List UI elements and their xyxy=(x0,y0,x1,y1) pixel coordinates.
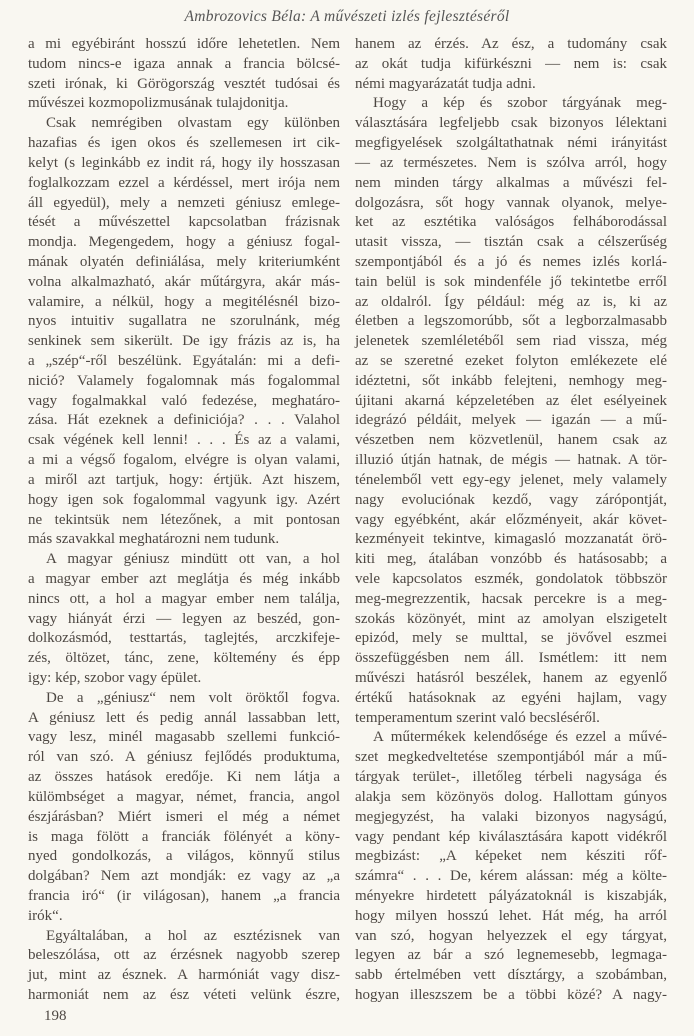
text-line xyxy=(28,372,340,392)
text-line-content: kelyt (s leginkább ez indit rá, hogy ily hosszasan xyxy=(28,154,340,171)
text-line xyxy=(355,550,667,570)
text-line xyxy=(28,867,340,887)
text-line-content: nició? Valamely fogalomnak más fogalommal xyxy=(28,372,340,389)
text-line-content: ról van szó. A géniusz fejlődés produktuma, xyxy=(28,749,340,766)
text-line xyxy=(28,966,340,986)
text-line xyxy=(355,332,667,352)
paragraph xyxy=(355,35,667,94)
text-line-content: hogyan illeszszem be a többi közé? A nagy- xyxy=(355,987,667,1003)
text-line-content: hazafias és igen okos és szellemesen irt cik- xyxy=(28,135,340,152)
text-line-content: harmoniát nem az ész véteti velünk észre, xyxy=(28,987,340,1003)
paragraph xyxy=(28,114,340,550)
text-line-content: megfigyelések szolgáltathatnak némi irányitást xyxy=(355,135,667,152)
text-line xyxy=(355,709,667,729)
text-line xyxy=(355,233,667,253)
text-line-content: észjárásban? Miért ismeri el még a német xyxy=(28,808,340,825)
text-line-content: idegrázó példáit, melyek — igazán — a mű- xyxy=(355,412,667,429)
text-line-content: idéztetni, sőt inkább felejteni, nemhogy meg- xyxy=(355,372,667,389)
text-line-content: beleszólása, ott az érzésnek nagyobb szerep xyxy=(28,947,340,964)
text-line-content: francia iró“ (ir világosan), hanem „a francia xyxy=(28,887,340,904)
text-line-content: igy: kép, szobor vagy épület. xyxy=(28,670,202,686)
text-line-content: életben a legszomorúbb, sőt a legborzalmasabb xyxy=(355,313,667,330)
text-line-content: zés, öltözet, tánc, zene, költemény és épp xyxy=(28,650,340,667)
paragraph xyxy=(355,94,667,728)
text-line xyxy=(28,491,340,511)
text-line-content: tését a művészettel kapcsolatban frázisnak xyxy=(28,214,340,231)
text-line-content: nyos intuitiv sugallatra ne szorulnánk, még xyxy=(28,313,340,330)
text-line-content: vagy pendant kép kiválasztására kapott vidékről xyxy=(355,828,667,845)
text-line xyxy=(28,511,340,531)
text-line-content: dolkozásmód, testtartás, taglejtés, arczkifeje- xyxy=(28,630,340,647)
text-line-content: van szó, hogyan helyezzek el egy tárgyat, xyxy=(355,927,667,944)
text-line xyxy=(28,75,340,95)
text-line xyxy=(355,194,667,214)
text-line-content: sabb értelmében vett dísztárgy, a szobámban, xyxy=(355,967,667,984)
text-line xyxy=(355,728,667,748)
text-line-content: ne tekintsük nem létezőnek, a mit pontosan xyxy=(28,511,340,528)
text-line-content: a mi egyébiránt hosszú időre lehetetlen. Nem xyxy=(28,36,340,52)
text-line xyxy=(355,669,667,689)
text-line xyxy=(355,471,667,491)
text-line-content: hogy milyen hosszú lehet. Hát még, ha arról xyxy=(355,907,667,924)
text-line-content: megjegyzést, ha valaki bizonyos nagyságú, xyxy=(355,808,667,825)
text-line-content: legyen az bár a szó legnemesebb, legmaga- xyxy=(355,947,667,964)
text-line xyxy=(28,907,340,927)
text-line xyxy=(28,332,340,352)
text-line-content: utasit vissza, — tisztán csak a célszerűség xyxy=(355,234,667,251)
text-line xyxy=(28,233,340,253)
text-line xyxy=(28,550,340,570)
text-line-content: nincs ott, a hol a magyar ember nem találja, xyxy=(28,590,340,607)
text-line xyxy=(28,352,340,372)
text-line xyxy=(355,55,667,75)
text-line-content: foglalkozzam ezzel a kérdéssel, mert irója nem xyxy=(28,174,340,191)
text-line xyxy=(355,411,667,431)
text-line-content: nyed gondolkozás, a világos, könnyű stilus xyxy=(28,848,340,865)
text-line-content: külömbséget a magyar, német, francia, angol xyxy=(28,788,340,805)
text-line-content: áll egyedül), mely a nemzeti géniusz emlege- xyxy=(28,194,340,211)
text-line xyxy=(28,946,340,966)
text-line-content: hanem az érzés. Az ész, a tudomány csak xyxy=(355,36,667,52)
text-line-content: mondja. Megengedem, hogy a géniusz fogal- xyxy=(28,234,340,251)
text-line xyxy=(355,649,667,669)
text-line xyxy=(355,491,667,511)
text-line xyxy=(28,451,340,471)
text-line-content: nagy evoluciónak kezdő, vagy zárópontját, xyxy=(355,491,667,508)
text-line-content: az okát tudja kifürkészni — nem is: csak xyxy=(355,55,667,72)
text-line-content: senkinek sem sikerült. De igy frázis az is, ha xyxy=(28,333,340,350)
text-line-content: tárgyak terület-, illetőleg térbeli nagysága és xyxy=(355,769,667,786)
text-line xyxy=(355,768,667,788)
text-line-content: értékű hatásoknak az egyéni hajlam, vagy xyxy=(355,689,667,706)
text-line-content: újitani akarná képzeletében az élet esélyeinek xyxy=(355,392,667,409)
text-line-content: némi magyarázatát tudja adni. xyxy=(355,75,536,92)
text-line xyxy=(28,629,340,649)
text-line-content: nem minden tárgy alkalmas a művészi fel- xyxy=(355,174,667,191)
text-line xyxy=(355,293,667,313)
text-line-content: dolgozásra, sőt hogy vannak olyanok, melye- xyxy=(355,194,667,211)
text-line xyxy=(355,986,667,1006)
text-line xyxy=(28,194,340,214)
text-line-content: kezményeit tekintve, kimagasló mozzanatát örö- xyxy=(355,531,667,548)
text-line xyxy=(355,94,667,114)
text-line xyxy=(28,887,340,907)
text-line xyxy=(355,808,667,828)
text-line-content: is maga fölött a franciák fölényét a köny- xyxy=(28,828,340,845)
text-line-content: illuzió útján hatnak, de mégis — hatnak. A tör- xyxy=(355,452,667,469)
text-line xyxy=(28,788,340,808)
text-line xyxy=(28,114,340,134)
text-line xyxy=(28,748,340,768)
text-line-content: összefüggésben nem áll. Ismétlem: itt nem xyxy=(355,650,667,667)
text-line-content: az oldalról. Így például: még az is, ki az xyxy=(355,293,667,310)
text-line-content: a „szép“-ről beszélünk. Egyátalán: mi a defi- xyxy=(28,353,340,369)
text-line xyxy=(28,213,340,233)
text-line xyxy=(28,847,340,867)
running-header: Ambrozovics Béla: A művészeti izlés fejlesztéséről xyxy=(184,8,510,25)
text-line xyxy=(355,847,667,867)
paragraph xyxy=(28,689,340,927)
text-line xyxy=(28,35,340,55)
text-line-content: jelenetek szemléletéből sem riad vissza, még xyxy=(355,333,667,350)
text-line-content: Hogy a kép és szobor tárgyának meg- xyxy=(373,95,667,112)
text-line xyxy=(355,372,667,392)
text-line-content: vele kapcsolatos eszmék, gondolatok többször xyxy=(355,570,667,587)
text-line-content: vagy lesz, minél magasabb szellemi funkció- xyxy=(28,729,340,746)
text-line xyxy=(28,312,340,332)
text-line xyxy=(355,887,667,907)
text-line-content: A géniusz lett és pedig annál lassabban lett, xyxy=(28,709,340,726)
text-line-content: vagy fogalmakkal való fedezése, meghatáro- xyxy=(28,392,340,409)
text-line xyxy=(28,431,340,451)
text-line xyxy=(355,273,667,293)
text-line xyxy=(28,253,340,273)
text-line-content: a miről azt tartjuk, hogy: értjük. Azt hiszem, xyxy=(28,471,340,488)
text-line-content: dolgában? Nem azt mondják: ez vagy az „a xyxy=(28,868,340,885)
text-line xyxy=(355,828,667,848)
text-line xyxy=(355,134,667,154)
text-line xyxy=(355,75,667,95)
text-line-content: kiti meg, átalában vonzóbb és hatásosabb; a xyxy=(355,551,667,568)
text-line-content: az összes hatások eredője. Ki nem látja a xyxy=(28,769,340,786)
text-line xyxy=(355,431,667,451)
text-line xyxy=(355,312,667,332)
text-line-content: Egyáltalában, a hol az esztézisnek van xyxy=(46,927,340,944)
text-line xyxy=(355,174,667,194)
text-line xyxy=(355,867,667,887)
text-line-content: a magyar ember azt meglátja és még inkább xyxy=(28,570,340,587)
text-line-content: A műtermékek kelendősége és ezzel a művé- xyxy=(373,729,667,746)
left-column xyxy=(28,35,340,1006)
text-line xyxy=(355,629,667,649)
text-line xyxy=(28,174,340,194)
text-line xyxy=(355,748,667,768)
text-line xyxy=(28,530,340,550)
text-line xyxy=(28,55,340,75)
text-line-content: meg-megrezzentik, hacsak percekre is a meg- xyxy=(355,590,667,607)
text-line xyxy=(355,154,667,174)
text-line-content: De a „géniusz“ nem volt öröktől fogva. xyxy=(46,689,340,706)
text-line xyxy=(355,451,667,471)
text-line-content: szempontjából és a jó és nemes izlés korlá- xyxy=(355,253,667,270)
paragraph xyxy=(28,927,340,1006)
text-line-content: az se szeretné ezeket folyton emlékezete elé xyxy=(355,353,667,369)
text-line xyxy=(355,610,667,630)
text-line-content: más szavakkal meghatározni nem tudunk. xyxy=(28,531,280,548)
text-line xyxy=(355,689,667,709)
text-line-content: valamire, a nélkül, hogy a megitélésnél bizo- xyxy=(28,293,340,310)
text-line xyxy=(28,154,340,174)
text-line xyxy=(355,570,667,590)
text-line xyxy=(355,966,667,986)
text-line-content: szokás közönyét, mint az amolyan elszigetelt xyxy=(355,610,667,627)
text-line xyxy=(28,471,340,491)
text-line-content: tain belül is sok mindenféle jő tekintetbe erről xyxy=(355,273,667,290)
text-line-content: tudom nincs-e igaza annak a francia bölcsé- xyxy=(28,55,340,72)
text-line xyxy=(355,788,667,808)
text-line xyxy=(28,986,340,1006)
text-line-content: vészetben nem közvetlenül, hanem csak az xyxy=(355,432,667,449)
text-line xyxy=(355,35,667,55)
text-line xyxy=(28,768,340,788)
text-line xyxy=(28,411,340,431)
text-line-content: alakja sem közönyös dolog. Hallottam gúnyos xyxy=(355,788,667,805)
right-column xyxy=(355,35,667,1006)
paragraph xyxy=(355,728,667,1005)
text-line-content: hogy igen sok fogalommal vagyunk igy. Azért xyxy=(28,491,340,508)
text-line-content: választására legfeljebb csak bizonyos lélektani xyxy=(355,115,667,132)
text-line-content: művészei kozmopolizmusának tulajdonitja. xyxy=(28,95,289,112)
text-line xyxy=(28,669,340,689)
text-line xyxy=(28,392,340,412)
text-line xyxy=(355,590,667,610)
text-line xyxy=(355,907,667,927)
text-line-content: vagy egyébként, akár előzményeit, akár követ- xyxy=(355,511,667,528)
text-line xyxy=(355,253,667,273)
text-line xyxy=(355,213,667,233)
text-line xyxy=(28,94,340,114)
text-line-content: szet megkedveltetése szempontjából már a mű- xyxy=(355,749,667,766)
text-line-content: irók“. xyxy=(28,907,63,924)
text-line xyxy=(28,689,340,709)
text-line-content: a mi a végső fogalom, elvégre is olyan valami, xyxy=(28,452,340,469)
text-line-content: jut, mint az észnek. A harmóniát vagy disz- xyxy=(28,967,340,984)
text-line-content: ményekre hirdetett pályázatoknál is kiszabják, xyxy=(355,887,667,904)
text-line xyxy=(28,728,340,748)
text-line-content: ket az esztétika valóságos felháborodással xyxy=(355,214,667,231)
page-number: 198 xyxy=(44,1008,67,1024)
text-line-content: csak végének kell lenni! . . . És az a valami, xyxy=(28,432,340,449)
text-line-content: megbizást: „A képeket nem késziti rőf- xyxy=(355,848,667,865)
text-line xyxy=(355,927,667,947)
text-line-content: — az természetes. Nem is szólva arról, hogy xyxy=(355,154,667,171)
text-line xyxy=(355,392,667,412)
text-line xyxy=(28,590,340,610)
text-line-content: temperamentum szerint való becsléséről. xyxy=(355,709,600,726)
text-line-content: epizód, mely se multtal, se jövővel eszmei xyxy=(355,630,667,647)
text-line xyxy=(28,610,340,630)
text-line xyxy=(28,273,340,293)
text-line xyxy=(355,352,667,372)
text-line xyxy=(28,570,340,590)
text-line xyxy=(28,134,340,154)
text-line-content: Csak nemrégiben olvastam egy különben xyxy=(46,115,340,132)
text-line-content: művészi hatásról beszélek, hanem az egyenlő xyxy=(355,670,667,686)
paragraph xyxy=(28,550,340,689)
text-line-content: zása. Hát ezeknek a definiciója? . . . Valahol xyxy=(28,412,340,429)
text-line xyxy=(28,649,340,669)
text-line-content: A magyar géniusz mindütt ott van, a hol xyxy=(46,551,340,568)
text-line-content: volna alkalmazható, akár műtárgyra, akár más- xyxy=(28,273,340,290)
text-line-content: vagy hiányát érzi — legyen az beszéd, gon- xyxy=(28,610,340,627)
text-line-content: számra“ . . . De, kérem alássan: még a költe- xyxy=(355,868,667,885)
text-line-content: ténelemből vett egy-egy jelenet, mely valamely xyxy=(355,471,667,488)
text-line xyxy=(355,946,667,966)
text-line xyxy=(28,808,340,828)
paragraph xyxy=(28,35,340,114)
text-line xyxy=(355,530,667,550)
text-line-content: mának olyatén definiálása, mely kriteriumként xyxy=(28,253,340,270)
text-line xyxy=(28,927,340,947)
text-line xyxy=(28,828,340,848)
text-line xyxy=(355,114,667,134)
text-line xyxy=(28,293,340,313)
text-line-content: szeti irónak, ki Görögország vesztét tudósai és xyxy=(28,75,340,92)
text-line xyxy=(28,709,340,729)
text-line xyxy=(355,511,667,531)
